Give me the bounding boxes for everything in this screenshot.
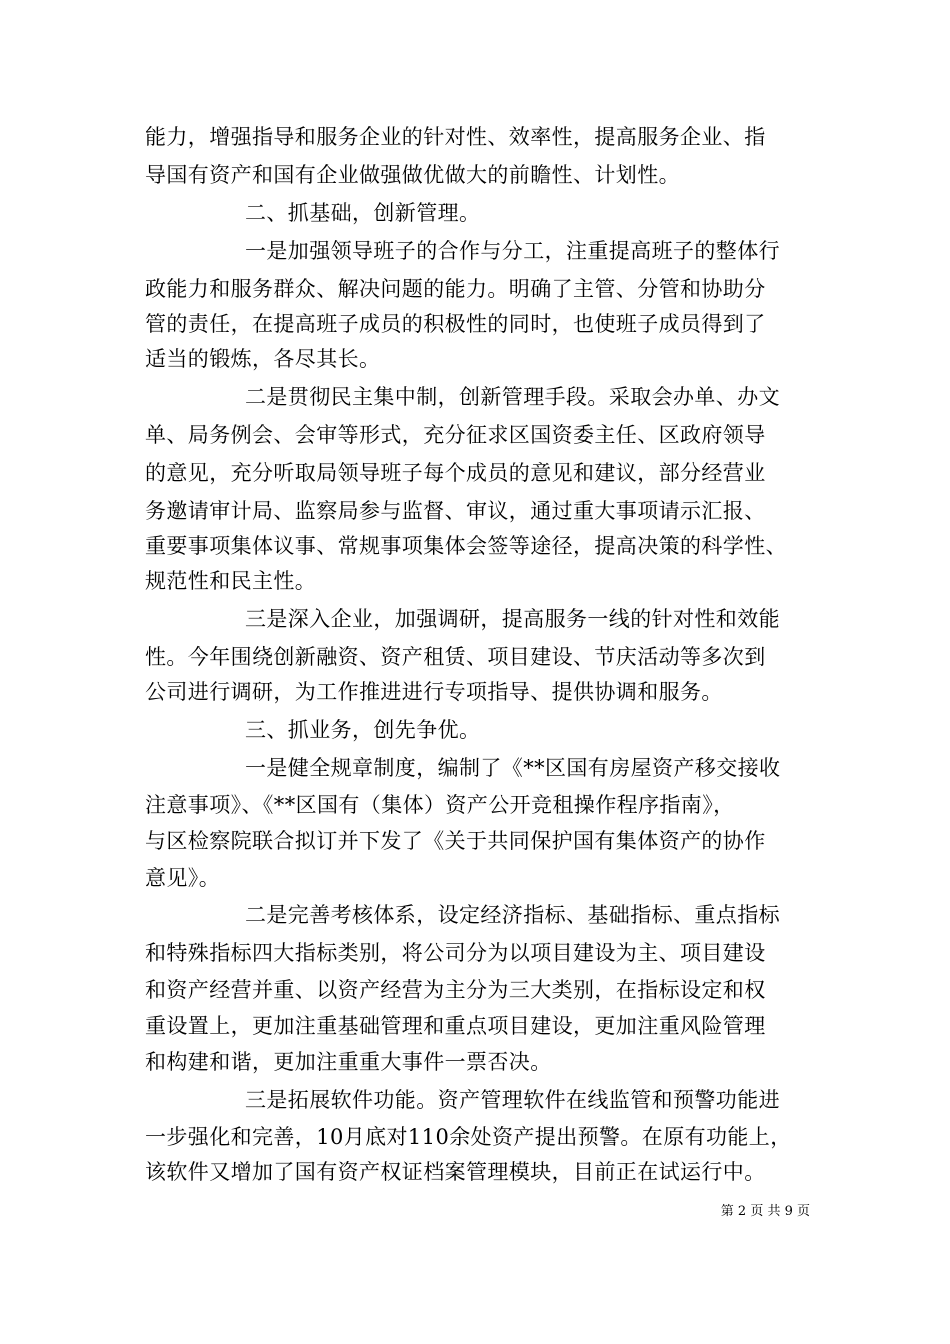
text-line: 二是完善考核体系，设定经济指标、基础指标、重点指标 [245,903,780,927]
text-line: 的意见，充分听取局领导班子每个成员的意见和建议，部分经营业 [145,461,766,485]
text-line: 该软件又增加了国有资产权证档案管理模块，目前正在试运行中。 [145,1160,766,1184]
text-line: 适当的锻炼，各尽其长。 [145,347,381,371]
text-line: 注意事项》、《**区国有（集体）资产公开竞租操作程序指南》， [145,793,735,817]
text-line: 一是加强领导班子的合作与分工，注重提高班子的整体行 [245,239,780,263]
text-line: 和资产经营并重、以资产经营为主分为三大类别，在指标设定和权 [145,978,766,1002]
text-line: 公司进行调研，为工作推进进行专项指导、提供协调和服务。 [145,680,723,704]
text-line: 导国有资产和国有企业做强做优做大的前瞻性、计划性。 [145,163,680,187]
text-line: 能力，增强指导和服务企业的针对性、效率性，提高服务企业、指 [145,125,766,149]
text-line: 一步强化和完善，10月底对110余处资产提出预警。在原有功能上， [145,1125,792,1149]
text-line: 三是深入企业，加强调研，提高服务一线的针对性和效能 [245,607,780,631]
text-line: 意见》。 [145,866,221,890]
text-line: 管的责任，在提高班子成员的积极性的同时，也使班子成员得到了 [145,312,766,336]
text-line: 二是贯彻民主集中制，创新管理手段。采取会办单、办文 [245,385,780,409]
text-line: 与区检察院联合拟订并下发了《关于共同保护国有集体资产的协作 [145,829,766,853]
text-line: 单、局务例会、会审等形式，充分征求区国资委主任、区政府领导 [145,423,766,447]
page-number-footer: 第 2 页 共 9 页 [720,1204,810,1219]
text-line: 一是健全规章制度，编制了《**区国有房屋资产移交接收 [245,756,781,780]
text-line: 重要事项集体议事、常规事项集体会签等途径，提高决策的科学性、 [145,534,787,558]
text-line: 规范性和民主性。 [145,569,317,593]
text-line: 政能力和服务群众、解决问题的能力。明确了主管、分管和协助分 [145,277,766,301]
text-line: 重设置上，更加注重基础管理和重点项目建设，更加注重风险管理 [145,1014,766,1038]
section-heading: 三、抓业务，创先争优。 [245,718,481,742]
text-line: 和特殊指标四大指标类别，将公司分为以项目建设为主、项目建设 [145,941,766,965]
text-line: 性。今年围绕创新融资、资产租赁、项目建设、节庆活动等多次到 [145,645,766,669]
text-line: 和构建和谐，更加注重重大事件一票否决。 [145,1050,552,1074]
text-line: 三是拓展软件功能。资产管理软件在线监管和预警功能进 [245,1088,780,1112]
text-line: 务邀请审计局、监察局参与监督、审议，通过重大事项请示汇报、 [145,499,766,523]
section-heading: 二、抓基础，创新管理。 [245,201,481,225]
